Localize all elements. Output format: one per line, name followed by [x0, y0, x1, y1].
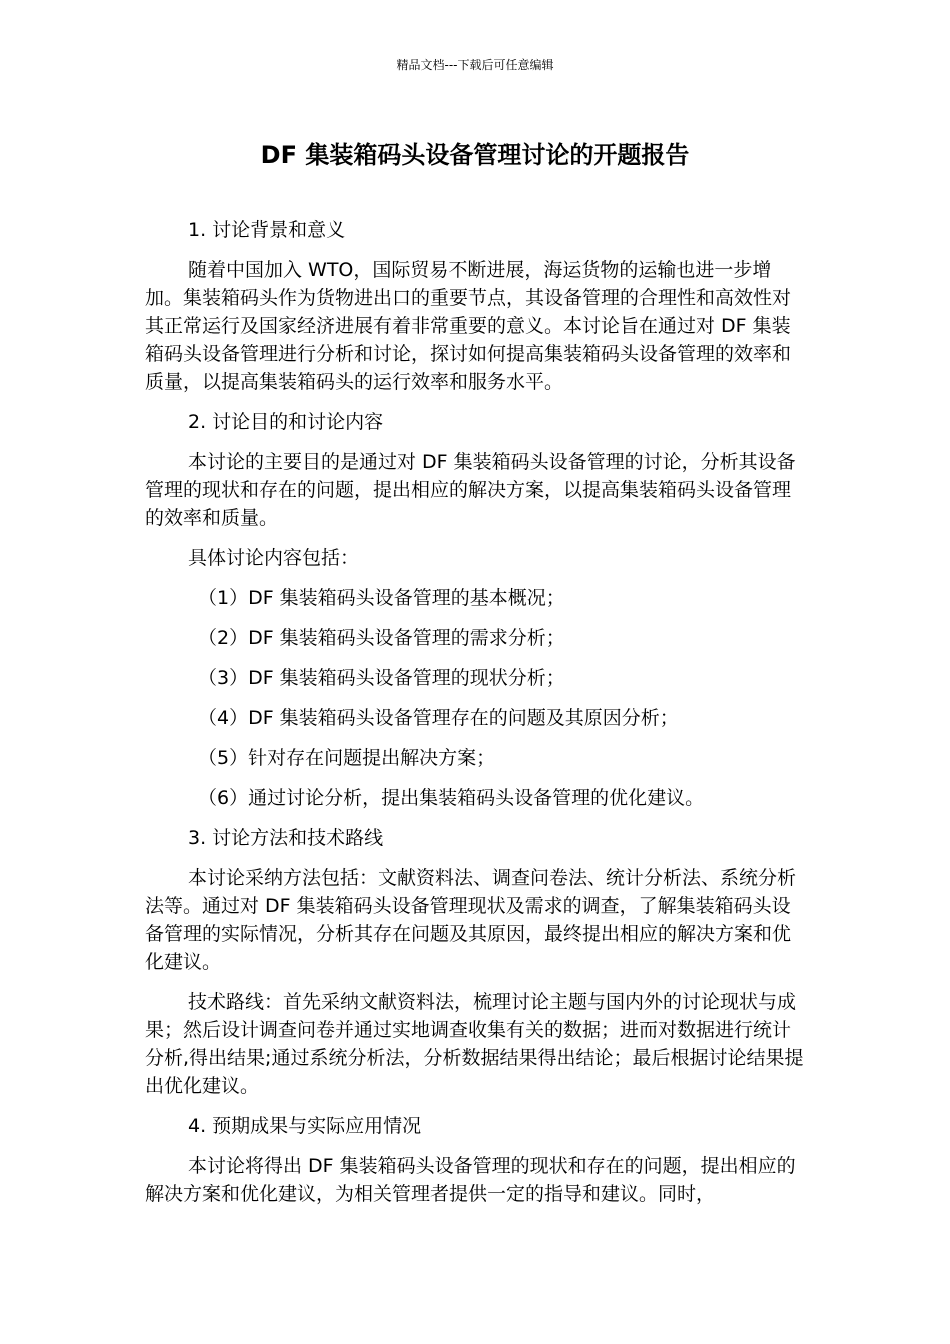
- section-2-list-intro: 具体讨论内容包括：: [188, 547, 360, 569]
- list-item: （2）DF 集装箱码头设备管理的需求分析；: [198, 627, 565, 649]
- section-3-paragraph-methods: 本讨论采纳方法包括：文献资料法、调查问卷法、统计分析法、系统分析法等。通过对 DF 集装箱码头设备管理现状及需求的调查，了解集装箱码头设备管理的实际情况，分析其存在问题及其原因，最终提出相应的解决方案和优化建议。: [145, 867, 797, 973]
- section-4-heading: 4. 预期成果与实际应用情况: [188, 1115, 422, 1137]
- list-item: （6）通过讨论分析，提出集装箱码头设备管理的优化建议。: [198, 787, 705, 809]
- document-title: DF 集装箱码头设备管理讨论的开题报告: [260, 141, 690, 169]
- section-1-heading: 1. 讨论背景和意义: [188, 219, 346, 241]
- section-2-paragraph: 本讨论的主要目的是通过对 DF 集装箱码头设备管理的讨论，分析其设备管理的现状和存在的问题，提出相应的解决方案，以提高集装箱码头设备管理的效率和质量。: [145, 451, 796, 529]
- section-2-heading: 2. 讨论目的和讨论内容: [188, 411, 384, 433]
- document-body: [145, 216, 807, 1220]
- list-item: （4）DF 集装箱码头设备管理存在的问题及其原因分析；: [198, 707, 679, 729]
- section-1-paragraph: 随着中国加入 WTO，国际贸易不断进展，海运货物的运输也进一步增加。集装箱码头作为货物进出口的重要节点，其设备管理的合理性和高效性对其正常运行及国家经济进展有着非常重要的意义。本讨论旨在通过对 DF 集装箱码头设备管理进行分析和讨论，探讨如何提高集装箱码头设备管理的效率和质量，以提高集装箱码头的运行效率和服务水平。: [145, 259, 792, 393]
- list-item: （3）DF 集装箱码头设备管理的现状分析；: [198, 667, 565, 689]
- list-item: （1）DF 集装箱码头设备管理的基本概况；: [198, 587, 565, 609]
- header-watermark: 精品文档---下载后可任意编辑: [396, 58, 554, 72]
- section-3-paragraph-route: 技术路线：首先采纳文献资料法，梳理讨论主题与国内外的讨论现状与成果；然后设计调查问卷并通过实地调查收集有关的数据；进而对数据进行统计分析,得出结果;通过系统分析法，分析数据结果得出结论；最后根据讨论结果提出优化建议。: [145, 991, 804, 1097]
- list-item: （5）针对存在问题提出解决方案；: [198, 747, 496, 769]
- section-4-paragraph: 本讨论将得出 DF 集装箱码头设备管理的现状和存在的问题，提出相应的解决方案和优化建议，为相关管理者提供一定的指导和建议。同时，: [145, 1155, 796, 1205]
- section-3-heading: 3. 讨论方法和技术路线: [188, 827, 384, 849]
